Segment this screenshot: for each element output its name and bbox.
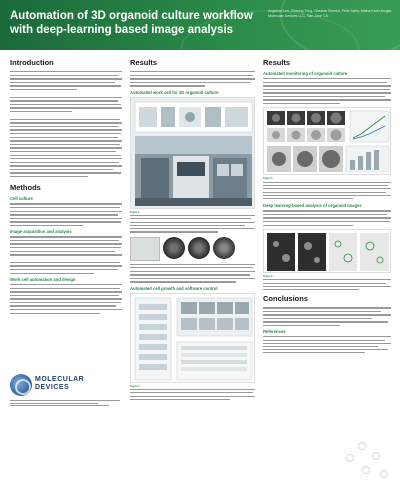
monitoring-heading: Automated monitoring of organoid culture [263, 71, 348, 76]
author-list: Angeline Lim, Zhisong Tong, Oksana Sirenko, Felix Spira, Misha Koch-Kruger, Molecular Devices LLC, San Jose CA [268, 9, 393, 18]
figure-2-caption [130, 385, 255, 400]
column-results-1 [130, 58, 255, 404]
organoid-image [188, 237, 210, 259]
poster-title [10, 9, 260, 37]
results-text-1 [130, 71, 255, 87]
figure-1-label: Figure 1. [130, 210, 140, 214]
legal-footnote [10, 400, 120, 409]
poster-header [0, 0, 400, 50]
deep-learning-text [263, 210, 391, 226]
workcell-methods-heading: Work cell automation and design [10, 277, 76, 283]
logo-wordmark [35, 376, 84, 392]
column-intro-methods [10, 58, 122, 317]
figure-3-caption [263, 177, 391, 199]
logo-mark-icon [10, 374, 32, 396]
software-figure-heading: Automated cell growth and software control [130, 285, 218, 291]
figure-3-label: Figure 3. [263, 177, 273, 181]
organoid-image-grid [264, 108, 392, 176]
conclusions-text [263, 307, 391, 326]
segmentation-images [264, 230, 392, 274]
cell-culture-heading: Cell culture [10, 196, 33, 202]
workcell-illustration [131, 98, 256, 210]
cell-culture-text [10, 203, 122, 226]
workcell-figure-heading: Automated work cell for 3D organoid culture [130, 89, 219, 95]
figure-4-caption [263, 275, 391, 290]
figure-3-organoid-grid [263, 107, 391, 175]
organoid-image [213, 237, 235, 259]
logo-line-2: DEVICES [35, 384, 70, 391]
figure-2-label: Figure 2. [130, 384, 140, 388]
molecular-devices-logo [10, 372, 120, 400]
methods-heading: Methods [10, 183, 41, 193]
introduction-heading: Introduction [10, 58, 54, 67]
plate-photo [130, 237, 160, 261]
figure-2-software [130, 293, 255, 383]
column-results-2 [263, 58, 391, 356]
title-line-2: with deep-learning based image analysis [10, 24, 234, 36]
deep-learning-heading: Deep learning-based analysis of organoid images [263, 203, 362, 209]
references-text [263, 336, 391, 353]
workcell-methods-text [10, 284, 122, 314]
figure-1-workcell [130, 97, 255, 209]
monitoring-text [263, 78, 391, 104]
logo-line-1: MOLECULAR [35, 376, 85, 383]
figure-1-caption [130, 211, 255, 233]
figure-4-segmentation [263, 229, 391, 273]
figure-4-label: Figure 4. [263, 274, 273, 278]
title-line-1: Automation of 3D organoid culture workflow [10, 10, 253, 22]
molecule-decoration-icon [344, 434, 394, 484]
image-acquisition-heading: Image acquisition and analysis [10, 229, 72, 235]
references-heading: References [263, 329, 286, 335]
results-heading-1: Results [130, 58, 158, 67]
results-text-2 [130, 264, 255, 283]
organoid-thumbnail-row [130, 237, 255, 261]
image-acquisition-text [10, 236, 122, 274]
results-heading-2: Results [263, 58, 291, 67]
software-diagram [131, 294, 256, 384]
organoid-image [163, 237, 185, 259]
introduction-text [10, 71, 122, 177]
conclusions-heading: Conclusions [263, 294, 309, 304]
